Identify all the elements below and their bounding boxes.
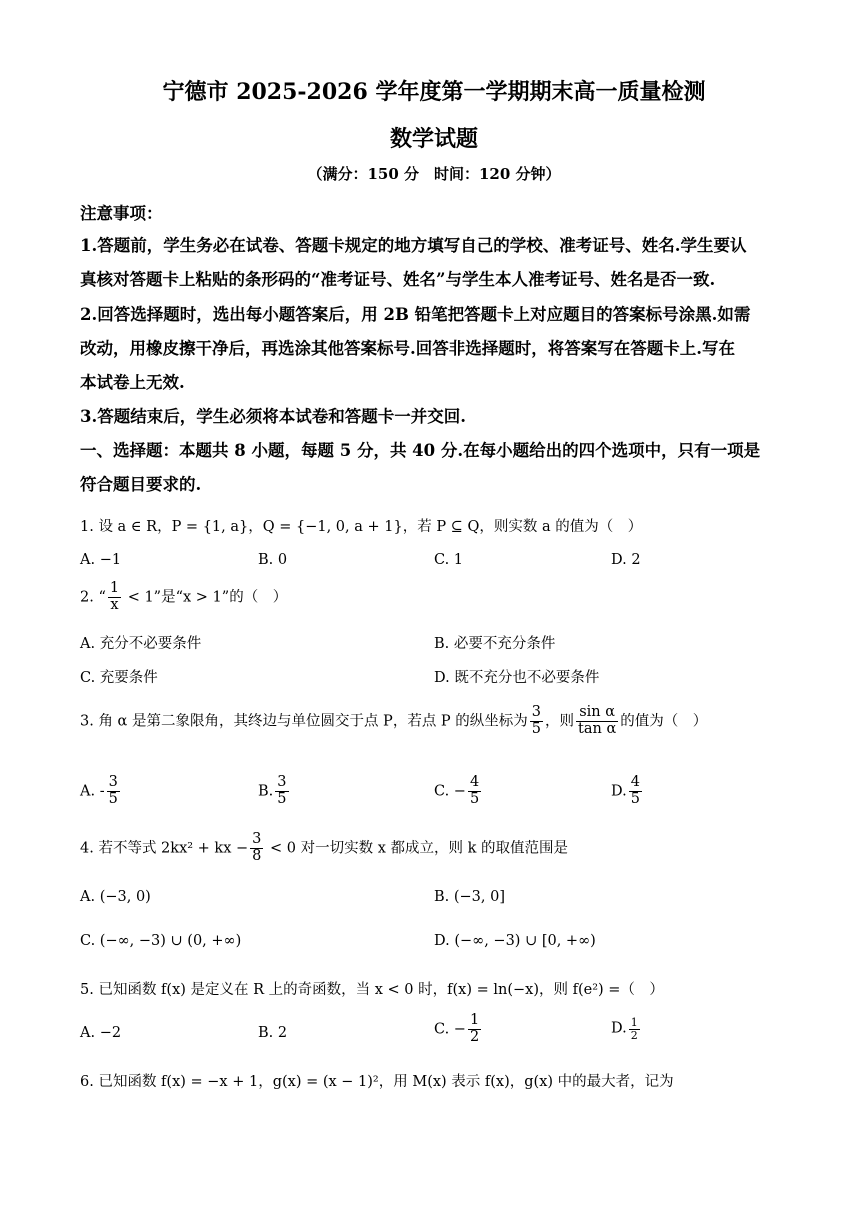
question-3-stem <box>80 705 707 738</box>
q2-rest: < 1”是“x > 1”的（ ） <box>123 589 288 606</box>
q4-option-b: B. (−3, 0] <box>434 889 506 905</box>
q3-fraction-2 <box>576 705 618 738</box>
q3-option-a <box>80 775 122 808</box>
exam-meta: （满分：150 分 时间：120 分钟） <box>307 165 561 183</box>
q3-d-num: 4 <box>630 774 640 790</box>
q3-a-frac <box>107 775 120 808</box>
q5-d-label: D. <box>611 1020 627 1037</box>
q3-d-label: D. <box>611 783 627 800</box>
q4-fraction <box>250 832 263 865</box>
q4-option-c: C. (−∞, −3) ∪ (0, +∞) <box>80 933 242 949</box>
question-5-stem: 5. 已知函数 f(x) 是定义在 R 上的奇函数，当 x < 0 时，f(x) = ln(−x)，则 f(e²) =（ ） <box>80 982 664 998</box>
q3-c-den: 5 <box>469 790 480 807</box>
q2-fraction <box>108 581 121 614</box>
section-heading: 一、选择题：本题共 8 小题，每题 5 分，共 40 分.在每小题给出的四个选项中，只有一项是 <box>80 441 761 460</box>
notice-line: 改动，用橡皮擦干净后，再选涂其他答案标号.回答非选择题时，将答案写在答题卡上.写在 <box>80 339 735 358</box>
q3-option-c <box>434 775 483 808</box>
q5-d-den: 2 <box>630 1029 638 1043</box>
q3-b-frac <box>275 775 288 808</box>
q3-option-d <box>611 775 644 808</box>
q5-c-frac <box>468 1013 481 1046</box>
notice-line: 2.回答选择题时，选出每小题答案后，用 2B 铅笔把答题卡上对应题目的答案标号涂黑.如需 <box>80 305 751 324</box>
q3-a-num: 3 <box>108 774 118 790</box>
question-1-stem: 1. 设 a ∈ R，P = {1, a}，Q = {−1, 0, a + 1}，若 P ⊆ Q，则实数 a 的值为（ ） <box>80 519 643 535</box>
q4-frac-den: 8 <box>252 847 262 864</box>
q4-option-d: D. (−∞, −3) ∪ [0, +∞) <box>434 933 596 949</box>
notice-line: 1.答题前，学生务必在试卷、答题卡规定的地方填写自己的学校、准考证号、姓名.学生要认 <box>80 236 747 255</box>
q3-d-den: 5 <box>630 790 640 807</box>
q5-c-den: 2 <box>469 1028 480 1045</box>
q4-pre: 4. 若不等式 2kx² + kx − <box>80 840 249 857</box>
q3-c-num: 4 <box>469 774 480 790</box>
q3-d-frac <box>629 775 642 808</box>
q3-frac1-den: 5 <box>531 720 542 737</box>
q3-pre: 3. 角 α 是第二象限角，其终边与单位圆交于点 P，若点 P 的纵坐标为 <box>80 713 528 730</box>
notice-heading: 注意事项： <box>80 204 163 223</box>
q3-b-label: B. <box>258 783 274 800</box>
q2-option-d: D. 既不充分也不必要条件 <box>434 670 600 686</box>
question-2-stem <box>80 581 287 614</box>
q4-post: < 0 对一切实数 x 都成立，则 k 的取值范围是 <box>265 840 568 857</box>
q4-frac-num: 3 <box>252 831 262 847</box>
notice-line: 真核对答题卡上粘贴的条形码的“准考证号、姓名”与学生本人准考证号、姓名是否一致. <box>80 270 716 289</box>
q2-prefix: 2. “ <box>80 589 106 606</box>
q3-c-frac <box>468 775 481 808</box>
q1-option-d: D. 2 <box>611 552 641 568</box>
q5-option-c <box>434 1013 483 1046</box>
q2-option-a: A. 充分不必要条件 <box>80 636 202 652</box>
notice-line: 3.答题结束后，学生必须将本试卷和答题卡一并交回. <box>80 407 466 426</box>
q3-frac1-num: 3 <box>531 704 542 720</box>
q3-a-den: 5 <box>108 790 118 807</box>
notice-line: 本试卷上无效. <box>80 373 185 392</box>
q2-frac-den: x <box>110 596 119 613</box>
q5-option-a: A. −2 <box>80 1025 122 1041</box>
q3-b-num: 3 <box>277 774 287 790</box>
section-heading-cont: 符合题目要求的. <box>80 475 202 494</box>
q2-frac-num: 1 <box>109 580 120 596</box>
q5-d-frac <box>629 1017 640 1042</box>
question-4-stem <box>80 832 568 865</box>
q3-post: 的值为（ ） <box>620 713 708 730</box>
q1-option-b: B. 0 <box>258 552 288 568</box>
q5-c-num: 1 <box>469 1012 480 1028</box>
q3-frac2-den: tan α <box>578 720 617 737</box>
q2-option-c: C. 充要条件 <box>80 670 158 686</box>
q3-frac2-num: sin α <box>576 705 618 722</box>
q3-fraction-1 <box>530 705 543 738</box>
question-6-stem: 6. 已知函数 f(x) = −x + 1，g(x) = (x − 1)²，用 M(x) 表示 f(x)，g(x) 中的最大者，记为 <box>80 1074 674 1090</box>
q3-c-label: C. − <box>434 783 466 800</box>
q5-option-d <box>611 1017 642 1042</box>
exam-title: 宁德市 2025-2026 学年度第一学期期末高一质量检测 <box>162 79 706 105</box>
q1-option-c: C. 1 <box>434 552 464 568</box>
q5-d-num: 1 <box>630 1016 638 1029</box>
exam-subtitle: 数学试题 <box>389 126 478 152</box>
q5-c-label: C. − <box>434 1021 466 1038</box>
q3-mid: ，则 <box>545 713 575 730</box>
q1-option-a: A. −1 <box>80 552 122 568</box>
q3-b-den: 5 <box>277 790 287 807</box>
q3-a-label: A. - <box>80 783 105 800</box>
q3-option-b <box>258 775 291 808</box>
q5-option-b: B. 2 <box>258 1025 288 1041</box>
q4-option-a: A. (−3, 0) <box>80 889 151 905</box>
q2-option-b: B. 必要不充分条件 <box>434 636 556 652</box>
